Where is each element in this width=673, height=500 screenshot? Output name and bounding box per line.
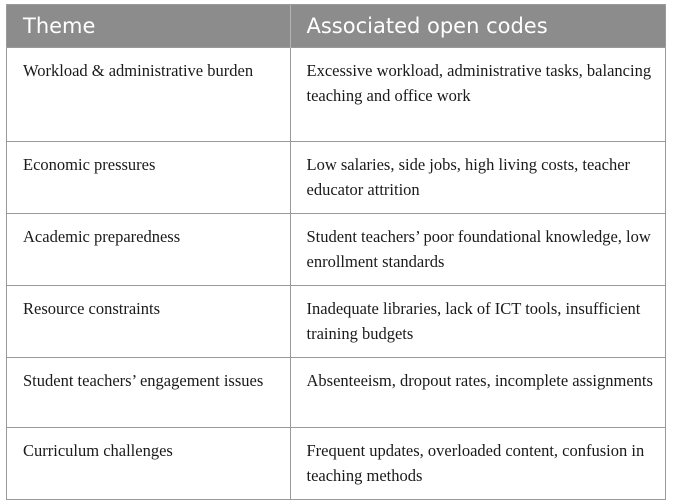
header-associated-open-codes: Associated open codes: [290, 5, 665, 48]
table-row: [7, 358, 665, 428]
header-row: [7, 5, 665, 48]
table-body: [7, 48, 665, 500]
codes-cell: Low salaries, side jobs, high living costs, teacher educator attrition: [290, 142, 665, 214]
table-row: [7, 214, 665, 286]
codes-cell: Frequent updates, overloaded content, confusion in teaching methods: [290, 428, 665, 500]
theme-cell: Student teachers’ engagement issues: [7, 358, 290, 428]
theme-cell: Resource constraints: [7, 286, 290, 358]
table-row: [7, 48, 665, 142]
table-row: [7, 286, 665, 358]
table-header: [7, 5, 665, 48]
theme-cell: Workload & administrative burden: [7, 48, 290, 142]
themes-table: [7, 5, 665, 499]
header-theme: Theme: [7, 5, 290, 48]
theme-cell: Economic pressures: [7, 142, 290, 214]
theme-cell: Academic preparedness: [7, 214, 290, 286]
codes-cell: Excessive workload, administrative tasks, balancing teaching and office work: [290, 48, 665, 142]
theme-cell: Curriculum challenges: [7, 428, 290, 500]
codes-cell: Student teachers’ poor foundational knowledge, low enrollment standards: [290, 214, 665, 286]
themes-table-container: [6, 4, 666, 500]
codes-cell: Inadequate libraries, lack of ICT tools, insufficient training budgets: [290, 286, 665, 358]
table-row: [7, 142, 665, 214]
codes-cell: Absenteeism, dropout rates, incomplete assignments: [290, 358, 665, 428]
table-row: [7, 428, 665, 500]
